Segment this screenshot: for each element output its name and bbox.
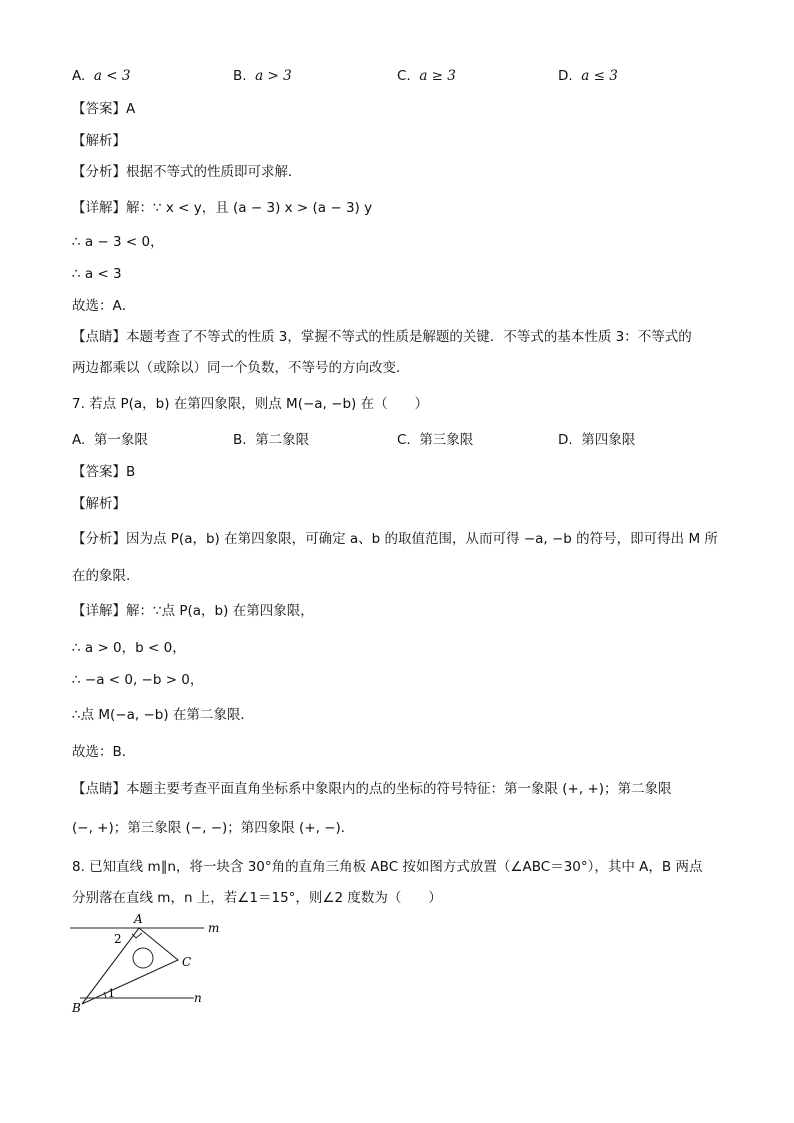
q7-choice: 故选：B． bbox=[72, 744, 136, 760]
label-angle-1: 1 bbox=[108, 987, 115, 1000]
q6-detail-2: ∴ a − 3 < 0， bbox=[72, 234, 164, 250]
option-letter: C. bbox=[397, 68, 411, 84]
q7-detail-1: 【详解】解：∵点 P(a，b) 在第四象限， bbox=[72, 603, 314, 619]
q6-option-d bbox=[558, 66, 618, 86]
triangle-abc bbox=[82, 928, 178, 1004]
right-angle-mark bbox=[132, 933, 142, 938]
q7-comment-2: (−, +)；第三象限 (−, −)；第四象限 (+, −)． bbox=[72, 820, 355, 836]
q6-comment-1: 【点睛】本题考查了不等式的性质 3，掌握不等式的性质是解题的关键．不等式的基本性质 3：不等式的 bbox=[72, 329, 692, 345]
q7-answer: 【答案】B bbox=[72, 464, 136, 480]
q7-fenxi-2: 在的象限. bbox=[72, 568, 131, 584]
q7-fenxi-1: 【分析】因为点 P(a，b) 在第四象限，可确定 a、b 的取值范围，从而可得 −a, −b 的符号，即可得出 M 所 bbox=[72, 531, 718, 547]
option-text: 第一象限 bbox=[93, 432, 148, 448]
q8-stem-2: 分别落在直线 m，n 上，若∠1＝15°，则∠2 度数为（ ） bbox=[72, 890, 442, 906]
q6-analysis-label: 【解析】 bbox=[72, 133, 126, 149]
option-letter: B. bbox=[233, 432, 247, 448]
q7-option-c bbox=[397, 430, 473, 450]
label-b: B bbox=[72, 1001, 81, 1015]
label-angle-2: 2 bbox=[114, 932, 122, 946]
q7-stem: 7. 若点 P(a，b) 在第四象限，则点 M(−a, −b) 在（ ） bbox=[72, 396, 429, 412]
label-c: C bbox=[182, 955, 192, 969]
triangle-figure bbox=[66, 912, 236, 1016]
option-letter: B. bbox=[233, 68, 247, 84]
option-text: a ≤ 3 bbox=[581, 68, 618, 84]
option-letter: C. bbox=[397, 432, 411, 448]
q6-option-a bbox=[72, 66, 130, 86]
q6-comment-2: 两边都乘以（或除以）同一个负数，不等号的方向改变． bbox=[72, 360, 410, 376]
q7-comment-1: 【点睛】本题主要考查平面直角坐标系中象限内的点的坐标的符号特征：第一象限 (+, +)；第二象限 bbox=[72, 781, 672, 797]
q7-detail-2: ∴ a > 0，b < 0， bbox=[72, 640, 186, 656]
q8-stem-1: 8. 已知直线 m∥n，将一块含 30°角的直角三角板 ABC 按如图方式放置（∠ABC＝30°），其中 A，B 两点 bbox=[72, 859, 703, 875]
q7-detail-3: ∴ −a < 0, −b > 0， bbox=[72, 672, 204, 688]
q6-answer: 【答案】A bbox=[72, 101, 136, 117]
option-letter: A. bbox=[72, 68, 86, 84]
label-n: n bbox=[194, 991, 202, 1005]
q6-detail-3: ∴ a < 3 bbox=[72, 266, 122, 282]
q7-analysis-label: 【解析】 bbox=[72, 496, 126, 512]
option-text: a ≥ 3 bbox=[419, 68, 456, 84]
option-letter: D. bbox=[558, 68, 573, 84]
label-m: m bbox=[208, 921, 220, 935]
q6-choice: 故选：A． bbox=[72, 298, 136, 314]
q6-detail-1: 【详解】解：∵ x < y，且 (a − 3) x > (a − 3) y bbox=[72, 200, 373, 216]
q6-fenxi: 【分析】根据不等式的性质即可求解． bbox=[72, 164, 302, 180]
q7-option-a bbox=[72, 430, 148, 450]
q7-option-b bbox=[233, 430, 309, 450]
option-text: 第二象限 bbox=[255, 432, 310, 448]
q7-option-d bbox=[558, 430, 635, 450]
q7-detail-4: ∴点 M(−a, −b) 在第二象限． bbox=[72, 707, 254, 723]
set-square-hole bbox=[133, 948, 153, 968]
label-a: A bbox=[134, 912, 143, 926]
option-text: a > 3 bbox=[255, 68, 292, 84]
option-text: 第三象限 bbox=[419, 432, 474, 448]
option-text: a < 3 bbox=[93, 68, 131, 84]
q6-option-c bbox=[397, 66, 456, 86]
option-letter: A. bbox=[72, 432, 86, 448]
option-letter: D. bbox=[558, 432, 573, 448]
option-text: 第四象限 bbox=[581, 432, 636, 448]
q6-option-b bbox=[233, 66, 292, 86]
